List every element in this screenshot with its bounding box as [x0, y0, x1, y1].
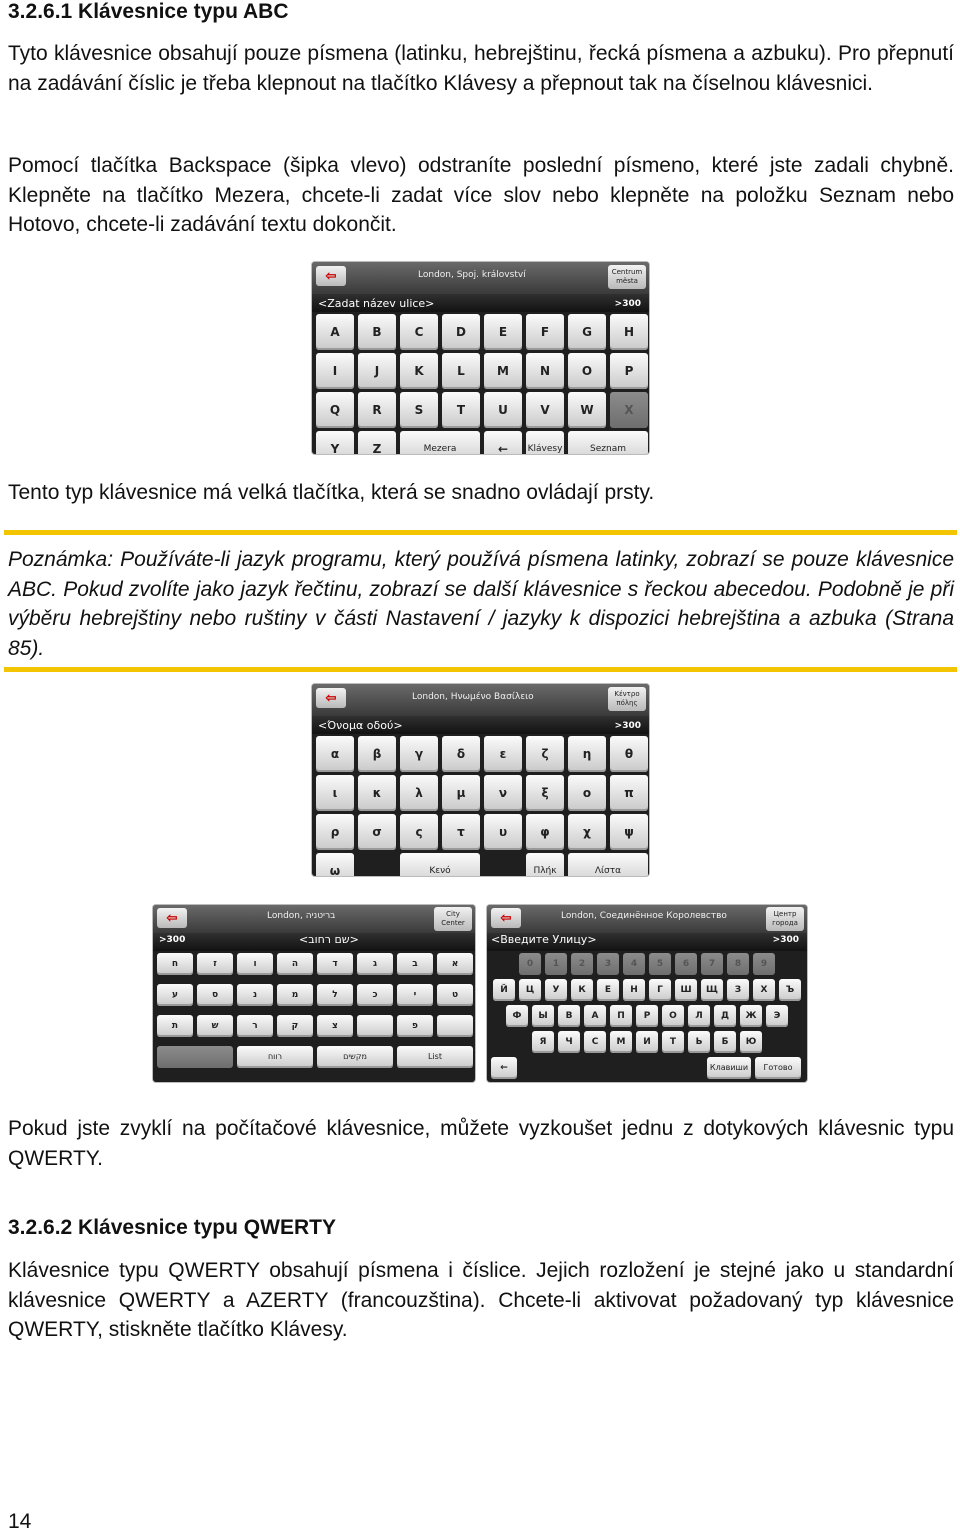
keyboard-key: Λίστα: [568, 853, 648, 876]
keyboard-key: ←: [484, 431, 522, 454]
keyboard-key: К: [571, 979, 593, 1001]
keyboard-key: φ: [526, 814, 564, 850]
keyboard-key: И: [636, 1031, 658, 1053]
keyboard-key: ξ: [526, 775, 564, 811]
paragraph-qwerty-intro: Pokud jste zvyklí na počítačové klávesnice, můžete vyzkoušet jednu z dotykových klávesnic typu QWERTY.: [8, 1117, 954, 1170]
city-label: London, Spoj. království: [418, 270, 526, 280]
keyboard-key: 0: [519, 953, 541, 975]
keyboard-key: ע: [157, 984, 193, 1006]
back-arrow-icon: ⇦: [316, 266, 346, 286]
keyboard-key: List: [397, 1046, 473, 1068]
keyboard-key: X: [610, 392, 648, 428]
keyboard-key: רווח: [237, 1046, 313, 1068]
keyboard-key: С: [584, 1031, 606, 1053]
keyboard-key: 3: [597, 953, 619, 975]
keyboard-key: ל: [317, 984, 353, 1006]
keyboard-key: Ь: [688, 1031, 710, 1053]
keyboard-key: א: [437, 953, 473, 975]
note-text: Poznámka: Používáte-li jazyk programu, který používá písmena latinky, zobrazí se pouze klávesnice ABC. Pokud zvolíte jako jazyk řečtinu, zobrazí se další klávesnice s řeckou abecedou. Podobně je při výběru hebrejštiny nebo ruštiny v části Nastavení / jazyky k dispozici hebrejština a azbuka (Strana 85).: [8, 548, 954, 660]
keyboard-key: Т: [662, 1031, 684, 1053]
keyboard-key: Е: [597, 979, 619, 1001]
city-label: London, Ηνωμένο Βασίλειο: [412, 692, 534, 702]
hebrew-keyboard-screenshot: [153, 905, 475, 1082]
keyboard-key: β: [358, 736, 396, 772]
keyboard-key: Клавиши: [707, 1057, 751, 1079]
keyboard-key: C: [400, 314, 438, 350]
keyboard-key: Πλήκ: [526, 853, 564, 876]
keyboard-key: 1: [545, 953, 567, 975]
keyboard-key: P: [610, 353, 648, 389]
section-heading-qwerty: 3.2.6.2 Klávesnice typu QWERTY: [8, 1216, 336, 1239]
keyboard-key: Й: [493, 979, 515, 1001]
keyboard-key: V: [526, 392, 564, 428]
keyboard-key: Ш: [675, 979, 697, 1001]
keyboard-key: [357, 1015, 393, 1037]
back-arrow-icon: ⇦: [157, 908, 187, 928]
keyboard-key: ד: [317, 953, 353, 975]
paragraph-abc-intro: Tyto klávesnice obsahují pouze písmena (latinku, hebrejštinu, řecká písmena a azbuku). Pro přepnutí na zadávání číslic je třeba klepnout na tlačítko Klávesy a přepnout tak na číselnou klávesnici.: [8, 42, 954, 95]
keyboard-key: Ц: [519, 979, 541, 1001]
street-name-field: <Όνομα οδού>: [318, 719, 403, 732]
keyboard-key: Я: [532, 1031, 554, 1053]
keyboard-key: ג: [357, 953, 393, 975]
keyboard-key: ו: [237, 953, 273, 975]
keyboard-key: λ: [400, 775, 438, 811]
keyboard-key: 9: [753, 953, 775, 975]
keyboard-key: ι: [316, 775, 354, 811]
keyboard-key: μ: [442, 775, 480, 811]
keyboard-key: А: [584, 1005, 606, 1027]
keyboard-key: ρ: [316, 814, 354, 850]
keyboard-key: Ю: [740, 1031, 762, 1053]
keyboard-key: α: [316, 736, 354, 772]
street-name-field: <שם רחוב>: [299, 933, 359, 946]
keyboard-key: 7: [701, 953, 723, 975]
keyboard-key: Klávesy: [526, 431, 564, 454]
blank-key: [157, 1046, 233, 1068]
keyboard-key: τ: [442, 814, 480, 850]
keyboard-key: כ: [357, 984, 393, 1006]
keyboard-key: ב: [397, 953, 433, 975]
keyboard-key: Н: [623, 979, 645, 1001]
keyboard-key: ←: [491, 1057, 517, 1079]
keyboard-key: W: [568, 392, 606, 428]
keyboard-key: Готово: [755, 1057, 801, 1079]
keyboard-key: ο: [568, 775, 606, 811]
keyboard-key: Κενό: [400, 853, 480, 876]
keyboard-key: U: [484, 392, 522, 428]
keyboard-key: Ъ: [779, 979, 801, 1001]
keyboard-key: F: [526, 314, 564, 350]
keyboard-key: צ: [317, 1015, 353, 1037]
keyboard-key: ζ: [526, 736, 564, 772]
keyboard-key: 8: [727, 953, 749, 975]
city-center-button: Центр города: [766, 907, 804, 931]
keyboard-key: υ: [484, 814, 522, 850]
keyboard-key: М: [610, 1031, 632, 1053]
city-center-button: Κέντρο πόλης: [608, 687, 646, 711]
keyboard-key: У: [545, 979, 567, 1001]
keyboard-key: О: [662, 1005, 684, 1027]
city-center-button: City Center: [434, 907, 472, 931]
keyboard-key: K: [400, 353, 438, 389]
keyboard-key: γ: [400, 736, 438, 772]
keyboard-key: ε: [484, 736, 522, 772]
result-count: >300: [614, 721, 641, 731]
city-label: London, Соединённое Королевство: [561, 911, 727, 921]
keyboard-key: 2: [571, 953, 593, 975]
keyboard-key: ν: [484, 775, 522, 811]
city-label: London, בריטניה: [267, 911, 336, 921]
keyboard-key: L: [442, 353, 480, 389]
keyboard-key: 5: [649, 953, 671, 975]
note-bottom-rule: [4, 667, 957, 672]
paragraph-large-buttons: Tento typ klávesnice má velká tlačítka, která se snadno ovládají prsty.: [8, 481, 655, 504]
keyboard-key: π: [610, 775, 648, 811]
page-number: 14: [8, 1510, 32, 1533]
keyboard-key: נ: [237, 984, 273, 1006]
keyboard-key: Б: [714, 1031, 736, 1053]
keyboard-key: Щ: [701, 979, 723, 1001]
back-arrow-icon: ⇦: [491, 908, 521, 928]
keyboard-key: Х: [753, 979, 775, 1001]
keyboard-key: ς: [400, 814, 438, 850]
city-center-button: Centrum města: [608, 265, 646, 289]
result-count: >300: [614, 299, 641, 309]
keyboard-key: δ: [442, 736, 480, 772]
keyboard-key: В: [558, 1005, 580, 1027]
keyboard-key: S: [400, 392, 438, 428]
keyboard-key: [437, 1015, 473, 1037]
keyboard-key: D: [442, 314, 480, 350]
keyboard-key: Ч: [558, 1031, 580, 1053]
keyboard-key: Seznam: [568, 431, 648, 454]
keyboard-key: A: [316, 314, 354, 350]
result-count: >300: [159, 935, 186, 945]
keyboard-key: Ы: [532, 1005, 554, 1027]
keyboard-key: M: [484, 353, 522, 389]
keyboard-key: N: [526, 353, 564, 389]
keyboard-key: מ: [277, 984, 313, 1006]
keyboard-key: Y: [316, 431, 354, 454]
keyboard-key: η: [568, 736, 606, 772]
keyboard-key: χ: [568, 814, 606, 850]
keyboard-key: ψ: [610, 814, 648, 850]
russian-keyboard-screenshot: [487, 905, 807, 1082]
keyboard-key: 4: [623, 953, 645, 975]
keyboard-key: O: [568, 353, 606, 389]
keyboard-key: ת: [157, 1015, 193, 1037]
keyboard-key: ש: [197, 1015, 233, 1037]
keyboard-key: Ж: [740, 1005, 762, 1027]
keyboard-key: I: [316, 353, 354, 389]
keyboard-key: П: [610, 1005, 632, 1027]
keyboard-key: 6: [675, 953, 697, 975]
keyboard-key: σ: [358, 814, 396, 850]
keyboard-key: З: [727, 979, 749, 1001]
keyboard-key: Z: [358, 431, 396, 454]
keyboard-key: ה: [277, 953, 313, 975]
keyboard-key: מקשים: [317, 1046, 393, 1068]
keyboard-key: T: [442, 392, 480, 428]
street-name-field: <Zadat název ulice>: [318, 297, 435, 310]
keyboard-key: ח: [157, 953, 193, 975]
keyboard-key: ω: [316, 853, 354, 876]
note-top-rule: [4, 530, 957, 535]
street-name-field: <Введите Улицу>: [491, 933, 597, 946]
keyboard-key: ר: [237, 1015, 273, 1037]
keyboard-key: פ: [397, 1015, 433, 1037]
section-heading-abc: 3.2.6.1 Klávesnice typu ABC: [8, 0, 289, 23]
result-count: >300: [772, 935, 799, 945]
keyboard-key: Г: [649, 979, 671, 1001]
keyboard-key: G: [568, 314, 606, 350]
keyboard-key: R: [358, 392, 396, 428]
keyboard-key: E: [484, 314, 522, 350]
latin-keyboard-screenshot: [312, 262, 649, 454]
keyboard-key: ז: [197, 953, 233, 975]
keyboard-key: B: [358, 314, 396, 350]
keyboard-key: ט: [437, 984, 473, 1006]
keyboard-key: Л: [688, 1005, 710, 1027]
keyboard-key: Mezera: [400, 431, 480, 454]
keyboard-key: ק: [277, 1015, 313, 1037]
keyboard-key: י: [397, 984, 433, 1006]
keyboard-key: θ: [610, 736, 648, 772]
keyboard-key: Р: [636, 1005, 658, 1027]
keyboard-key: J: [358, 353, 396, 389]
keyboard-key: ס: [197, 984, 233, 1006]
keyboard-key: H: [610, 314, 648, 350]
keyboard-key: Q: [316, 392, 354, 428]
keyboard-key: Э: [766, 1005, 788, 1027]
paragraph-backspace: Pomocí tlačítka Backspace (šipka vlevo) odstraníte poslední písmeno, které jste zadali chybně. Klepněte na tlačítko Mezera, chcete-li zadat více slov nebo klepněte na položku Seznam nebo Hotovo, chcete-li zadávání textu dokončit.: [8, 154, 954, 236]
keyboard-key: Ф: [506, 1005, 528, 1027]
back-arrow-icon: ⇦: [316, 688, 346, 708]
paragraph-qwerty: Klávesnice typu QWERTY obsahují písmena i číslice. Jejich rozložení je stejné jako u standardní klávesnice QWERTY a AZERTY (francouzština). Chcete-li aktivovat požadovaný typ klávesnice QWERTY, stiskněte tlačítko Klávesy.: [8, 1259, 954, 1341]
greek-keyboard-screenshot: [312, 684, 649, 876]
keyboard-key: Д: [714, 1005, 736, 1027]
keyboard-key: κ: [358, 775, 396, 811]
